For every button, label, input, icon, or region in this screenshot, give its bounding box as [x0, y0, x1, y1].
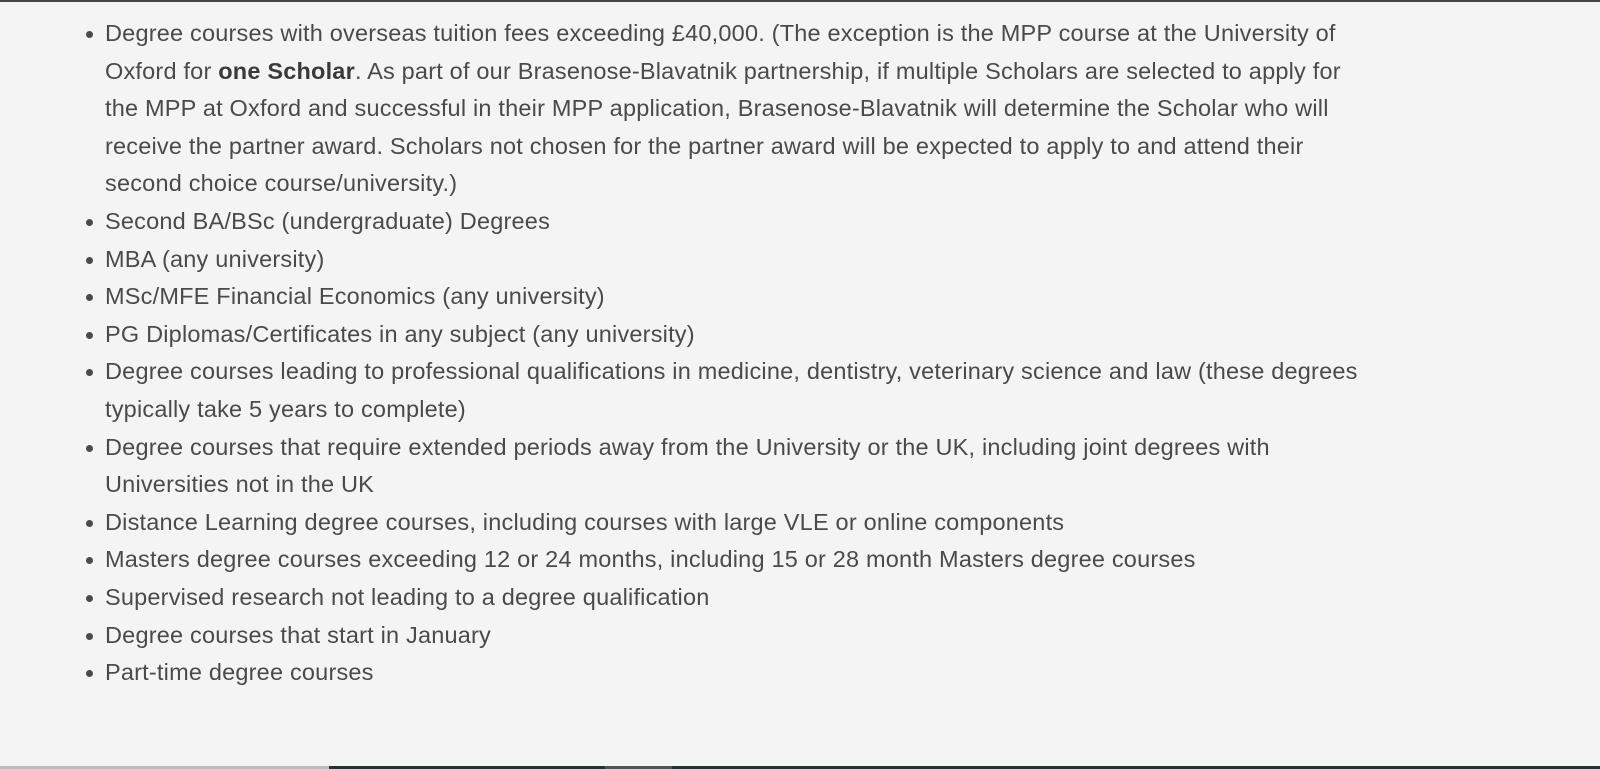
- list-item: [105, 617, 1380, 655]
- item-text: PG Diplomas/Certificates in any subject (any university): [105, 320, 695, 347]
- list-item: [105, 316, 1380, 354]
- item-text: Part-time degree courses: [105, 659, 374, 686]
- item-text: . As part of our Brasenose-Blavatnik partnership, if multiple Scholars are selected to apply for the MPP at Oxford and successful in their MPP application, Brasenose-Blavatnik will determine the Scholar who will receive the partner award. Scholars not chosen for the partner award will be expected to apply to and attend their second choice course/university.): [105, 57, 1341, 197]
- item-text: Masters degree courses exceeding 12 or 24 months, including 15 or 28 month Masters degree courses: [105, 546, 1196, 573]
- item-text: Degree courses that start in January: [105, 621, 491, 648]
- list-item: [105, 15, 1380, 203]
- item-text: MBA (any university): [105, 245, 325, 272]
- item-bold-text: one Scholar: [218, 57, 355, 84]
- top-border: [0, 0, 1600, 2]
- item-text: Degree courses with overseas tuition fees exceeding £40,000. (The exception is the MPP course at the University of Oxford for: [105, 20, 1336, 84]
- item-text: Supervised research not leading to a degree qualification: [105, 583, 710, 610]
- list-item: [105, 429, 1380, 504]
- item-text: MSc/MFE Financial Economics (any university): [105, 283, 605, 310]
- list-item: [105, 579, 1380, 617]
- list-item: [105, 241, 1380, 279]
- list-item: [105, 278, 1380, 316]
- item-text: Degree courses that require extended periods away from the University or the UK, including joint degrees with Universities not in the UK: [105, 433, 1270, 498]
- item-text: Second BA/BSc (undergraduate) Degrees: [105, 207, 551, 234]
- excluded-courses-list: [105, 15, 1380, 692]
- list-item: [105, 353, 1380, 428]
- list-item: [105, 504, 1380, 542]
- list-item: [105, 654, 1380, 692]
- list-item: [105, 541, 1380, 579]
- item-text: Degree courses leading to professional qualifications in medicine, dentistry, veterinary science and law (these degrees typically take 5 years to complete): [105, 358, 1358, 422]
- item-text: Distance Learning degree courses, including courses with large VLE or online components: [105, 508, 1065, 535]
- list-item: [105, 203, 1380, 241]
